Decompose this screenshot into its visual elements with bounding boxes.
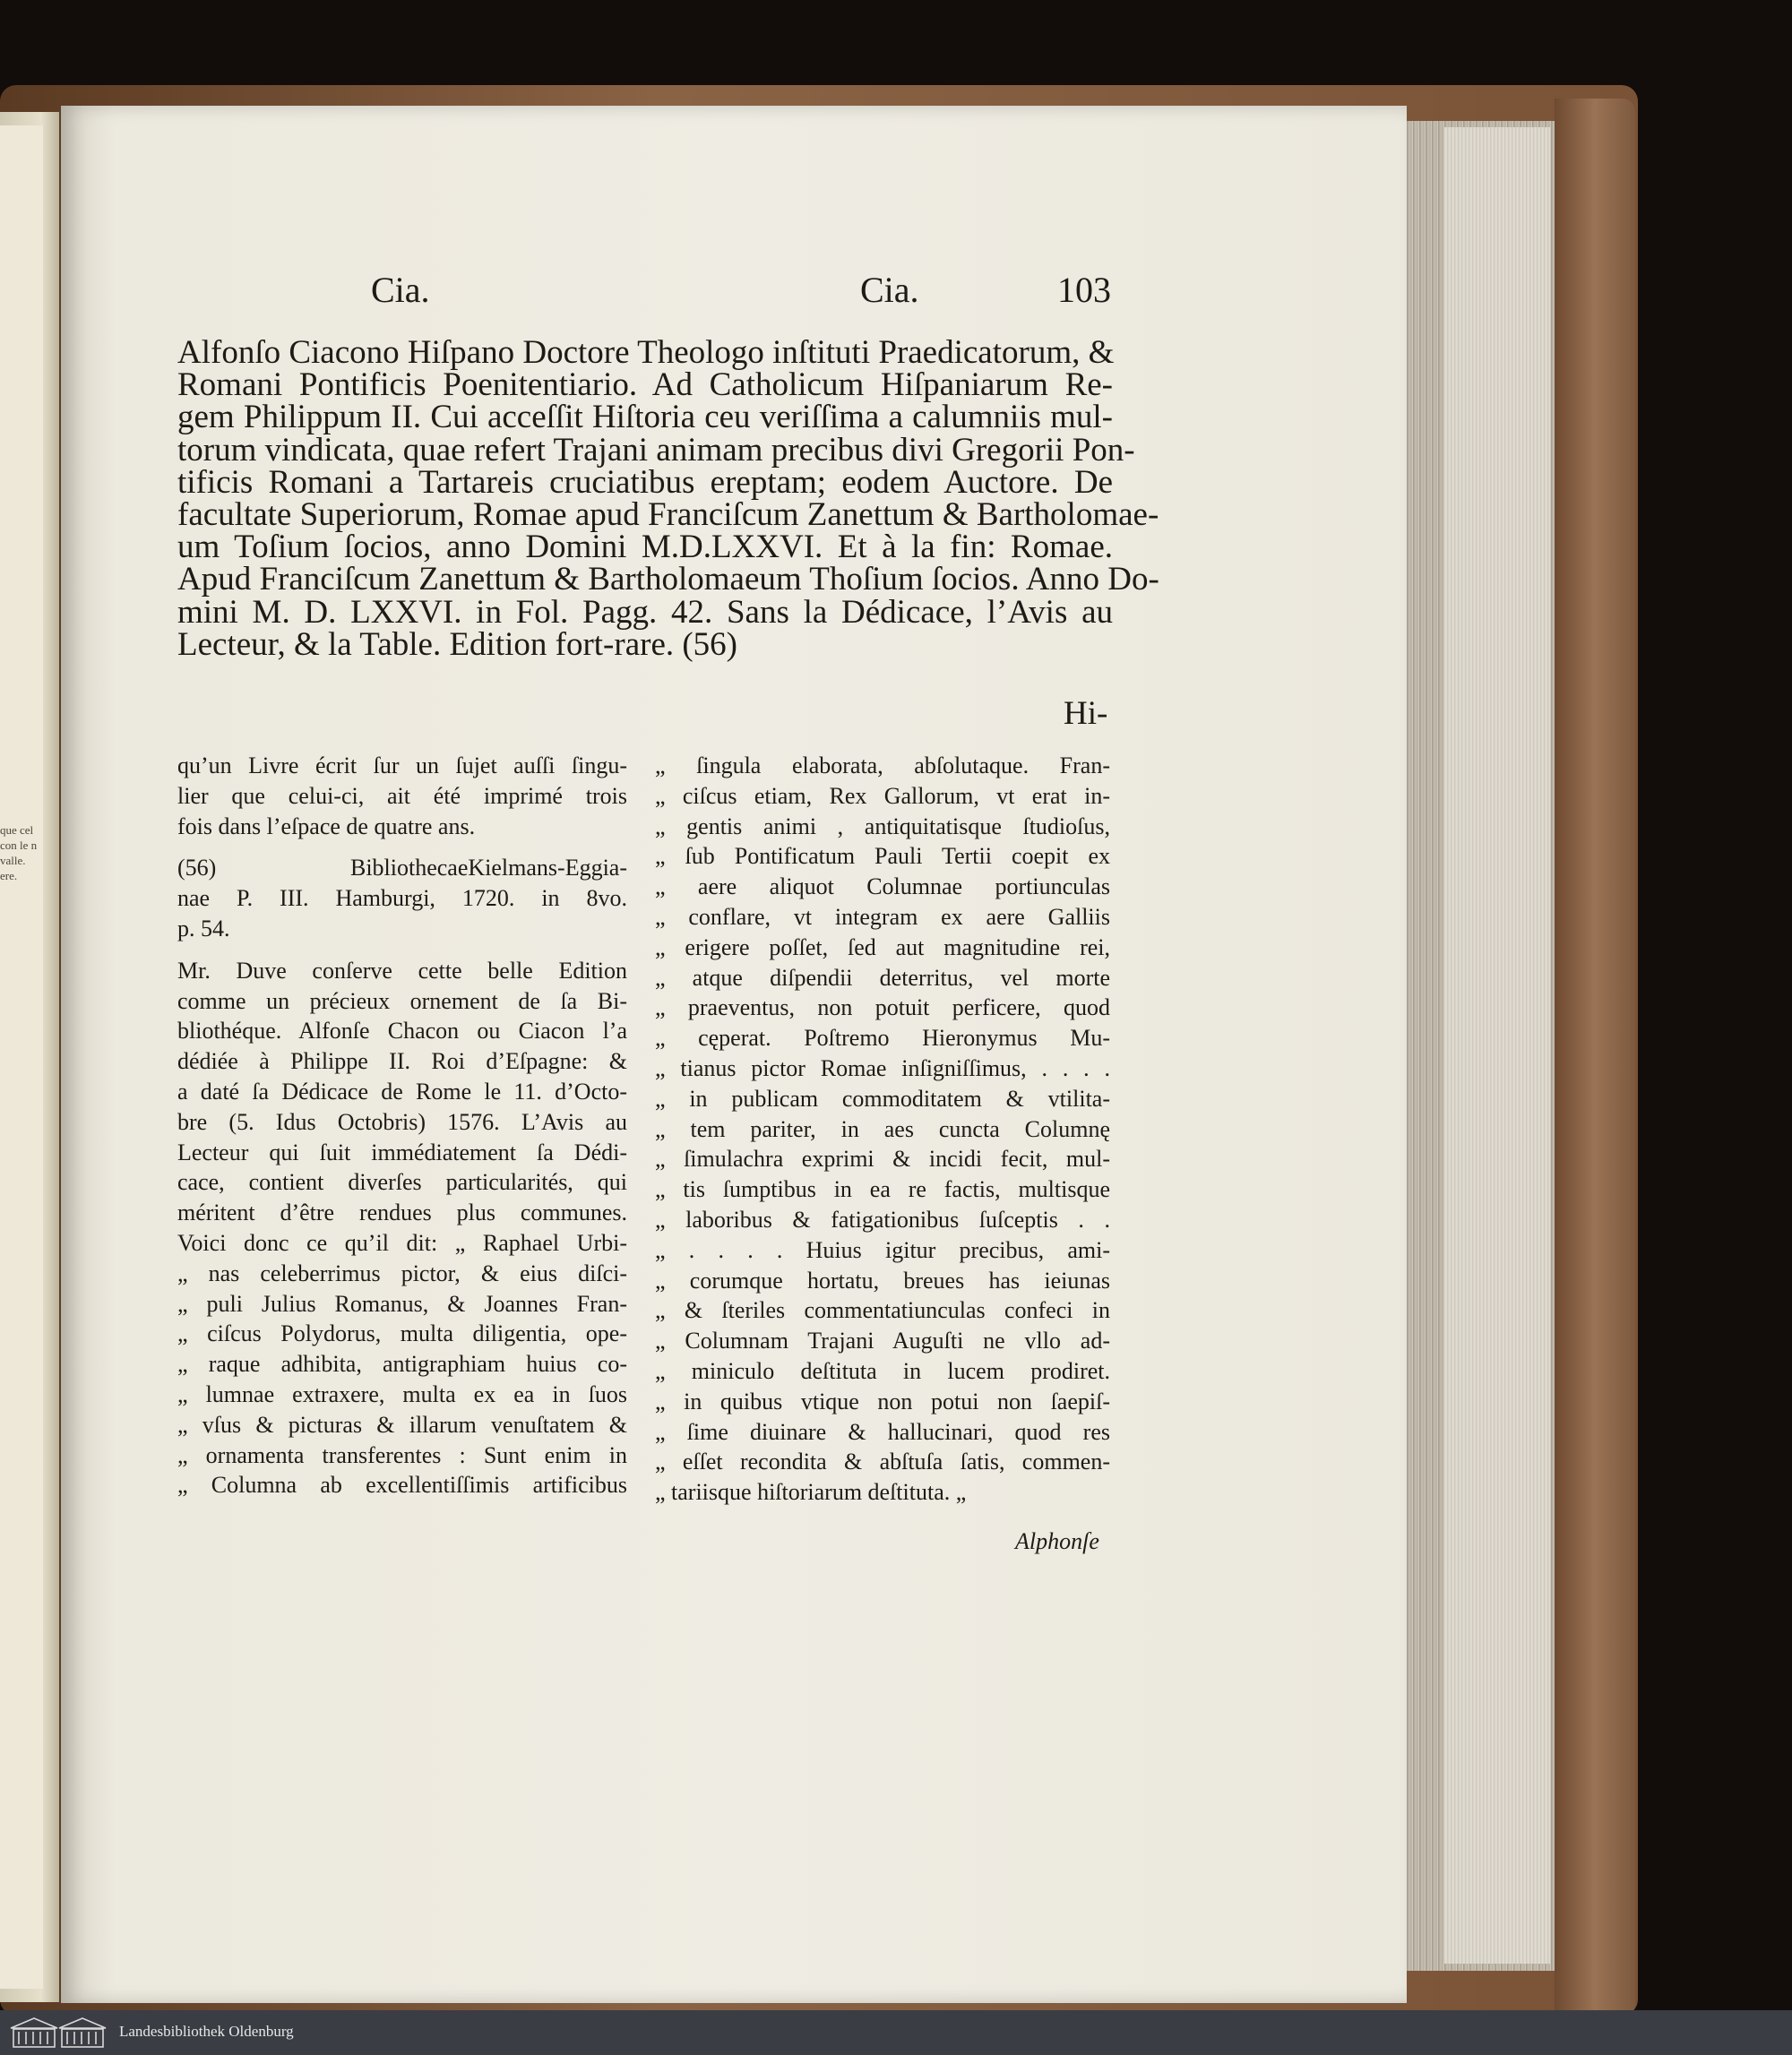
text-line: „ praeventus, non potuit perficere, quod bbox=[655, 994, 1110, 1021]
text-line: „ ciſcus etiam, Rex Gallorum, vt erat in- bbox=[655, 782, 1110, 809]
text-line: „ ciſcus Polydorus, multa diligentia, ope- bbox=[177, 1320, 627, 1347]
text-line: „ & ſteriles commentatiunculas confeci in bbox=[655, 1297, 1110, 1324]
text-line: „ conflare, vt integram ex aere Galliis bbox=[655, 903, 1110, 930]
library-name: Landesbibliothek Oldenburg bbox=[119, 2023, 294, 2040]
page-number: 103 bbox=[1057, 270, 1111, 310]
text-line: „ ornamenta transferentes : Sunt enim in bbox=[177, 1441, 627, 1468]
text-line: p. 54. bbox=[177, 915, 230, 942]
text-line: bre (5. Idus Octobris) 1576. L’Avis au bbox=[177, 1108, 627, 1135]
text-line: qu’un Livre écrit ſur un ſujet auſſi ſingu- bbox=[177, 752, 627, 778]
book-cover-right bbox=[1555, 99, 1635, 2016]
text-line: „ miniculo deſtituta in lucem prodiret. bbox=[655, 1357, 1110, 1384]
previous-page-margin-note: que cel con le n valle. ere. bbox=[0, 823, 38, 882]
text-line: bliothéque. Alfonſe Chacon ou Ciacon l’a bbox=[177, 1018, 627, 1045]
text-line: „ Columnam Trajani Auguſti ne vllo ad- bbox=[655, 1328, 1110, 1354]
text-line: méritent d’être rendues plus communes. bbox=[177, 1199, 627, 1226]
column-catchword: Alphonſe bbox=[1015, 1528, 1099, 1554]
text-line: „ tariisque hiſtoriarum deſtituta. „ bbox=[655, 1479, 967, 1506]
main-entry-text bbox=[177, 334, 1159, 663]
left-column bbox=[177, 751, 627, 1512]
text-line: a daté ſa Dédicace de Rome le 11. d’Octo- bbox=[177, 1078, 627, 1105]
text-line: Romani Pontificis Poenitentiario. Ad Catholicum Hiſpaniarum Re- bbox=[177, 366, 1113, 404]
previous-page-strip bbox=[0, 125, 43, 1989]
text-line: „ tianus pictor Romae inſigniſſimus, . . . . bbox=[655, 1054, 1110, 1081]
text-line: „ gentis animi , antiquitatisque ſtudioſus, bbox=[655, 813, 1110, 839]
text-line: „ aere aliquot Columnae portiunculas bbox=[655, 873, 1110, 900]
footer-bar bbox=[0, 2010, 1792, 2055]
text-line: „ ſingula elaborata, abſolutaque. Fran- bbox=[655, 752, 1110, 778]
paragraph bbox=[177, 751, 627, 841]
text-line: Voici donc ce qu’il dit: „ Raphael Urbi- bbox=[177, 1229, 627, 1256]
main-catchword: Hi- bbox=[1064, 695, 1108, 732]
text-line: „ in publicam commoditatem & vtilita- bbox=[655, 1085, 1110, 1112]
text-line: „ Columna ab excellentiſſimis artificibus bbox=[177, 1472, 627, 1499]
running-head-right: Cia. bbox=[860, 270, 919, 310]
right-column bbox=[655, 751, 1110, 1508]
text-line: „ ſime diuinare & hallucinari, quod res bbox=[655, 1418, 1110, 1445]
text-line: „ erigere poſſet, ſed aut magnitudine rei, bbox=[655, 933, 1110, 960]
text-line: gem Philippum II. Cui acceſſit Hiſtoria ceu veriſſima a calumniis mul- bbox=[177, 399, 1113, 436]
text-line: „ raque adhibita, antigraphiam huius co- bbox=[177, 1351, 627, 1378]
text-line: „ tem pariter, in aes cuncta Columnę bbox=[655, 1115, 1110, 1142]
text-line: comme un précieux ornement de ſa Bi- bbox=[177, 987, 627, 1014]
text-line: um Toſium ſocios, anno Domini M.D.LXXVI. Et à la fin: Romae. bbox=[177, 529, 1113, 566]
text-line: cace, contient diverſes particularités, qui bbox=[177, 1169, 627, 1196]
text-line: „ cęperat. Poſtremo Hieronymus Mu- bbox=[655, 1025, 1110, 1052]
text-line: facultate Superiorum, Romae apud Franciſcum Zanettum & Bartholomae- bbox=[177, 496, 1159, 534]
text-line: „ puli Julius Romanus, & Joannes Fran- bbox=[177, 1290, 627, 1317]
text-line: dédiée à Philippe II. Roi d’Eſpagne: & bbox=[177, 1048, 627, 1075]
text-line: „ ſub Pontificatum Pauli Tertii coepit ex bbox=[655, 843, 1110, 870]
text-line: „ . . . . Huius igitur precibus, ami- bbox=[655, 1236, 1110, 1263]
text-line: „ tis ſumptibus in ea re factis, multisque bbox=[655, 1176, 1110, 1203]
text-line: „ vſus & picturas & illarum venuſtatem & bbox=[177, 1411, 627, 1438]
text-line: nae P. III. Hamburgi, 1720. in 8vo. bbox=[177, 885, 627, 912]
text-line: „ corumque hortatu, breues has ieiunas bbox=[655, 1267, 1110, 1294]
text-line: tificis Romani a Tartareis cruciatibus ereptam; eodem Auctore. De bbox=[177, 463, 1113, 501]
text-line: torum vindicata, quae refert Trajani animam precibus divi Gregorii Pon- bbox=[177, 431, 1135, 469]
text-line: „ in quibus vtique non potui non ſaepiſ- bbox=[655, 1388, 1110, 1414]
text-line: „ lumnae extraxere, multa ex ea in ſuos bbox=[177, 1380, 627, 1407]
text-line: fois dans l’eſpace de quatre ans. bbox=[177, 813, 476, 839]
text-line: Lecteur qui ſuit immédiatement ſa Dédi- bbox=[177, 1139, 627, 1165]
text-line: (56) BibliothecaeKielmans-Eggia- bbox=[177, 855, 627, 881]
text-line: „ ſimulachra exprimi & incidi fecit, mul- bbox=[655, 1146, 1110, 1173]
text-line: „ nas celeberrimus pictor, & eius diſci- bbox=[177, 1260, 627, 1286]
text-line: „ atque diſpendii deterritus, vel morte bbox=[655, 964, 1110, 991]
running-head-left: Cia. bbox=[371, 270, 430, 310]
paragraph bbox=[177, 956, 627, 1500]
text-line: „ laboribus & fatigationibus ſuſceptis . . bbox=[655, 1206, 1110, 1233]
text-line: mini M. D. LXXVI. in Fol. Pagg. 42. Sans la Dédicace, l’Avis au bbox=[177, 593, 1113, 631]
paragraph bbox=[177, 853, 627, 943]
page-block-edges-inner bbox=[1444, 127, 1550, 1964]
text-line: „ eſſet recondita & abſtuſa ſatis, commen- bbox=[655, 1449, 1110, 1475]
text-line: Lecteur, & la Table. Edition fort-rare. (56) bbox=[177, 625, 738, 663]
text-line: Mr. Duve conſerve cette belle Edition bbox=[177, 957, 627, 984]
text-line: Alfonſo Ciacono Hiſpano Doctore Theologo inſtituti Praedicatorum, & bbox=[177, 334, 1115, 371]
text-line: Apud Franciſcum Zanettum & Bartholomaeum Thoſium ſocios. Anno Do- bbox=[177, 561, 1159, 598]
text-line: lier que celui-ci, ait été imprimé trois bbox=[177, 782, 627, 809]
library-building-icon bbox=[7, 2016, 109, 2050]
